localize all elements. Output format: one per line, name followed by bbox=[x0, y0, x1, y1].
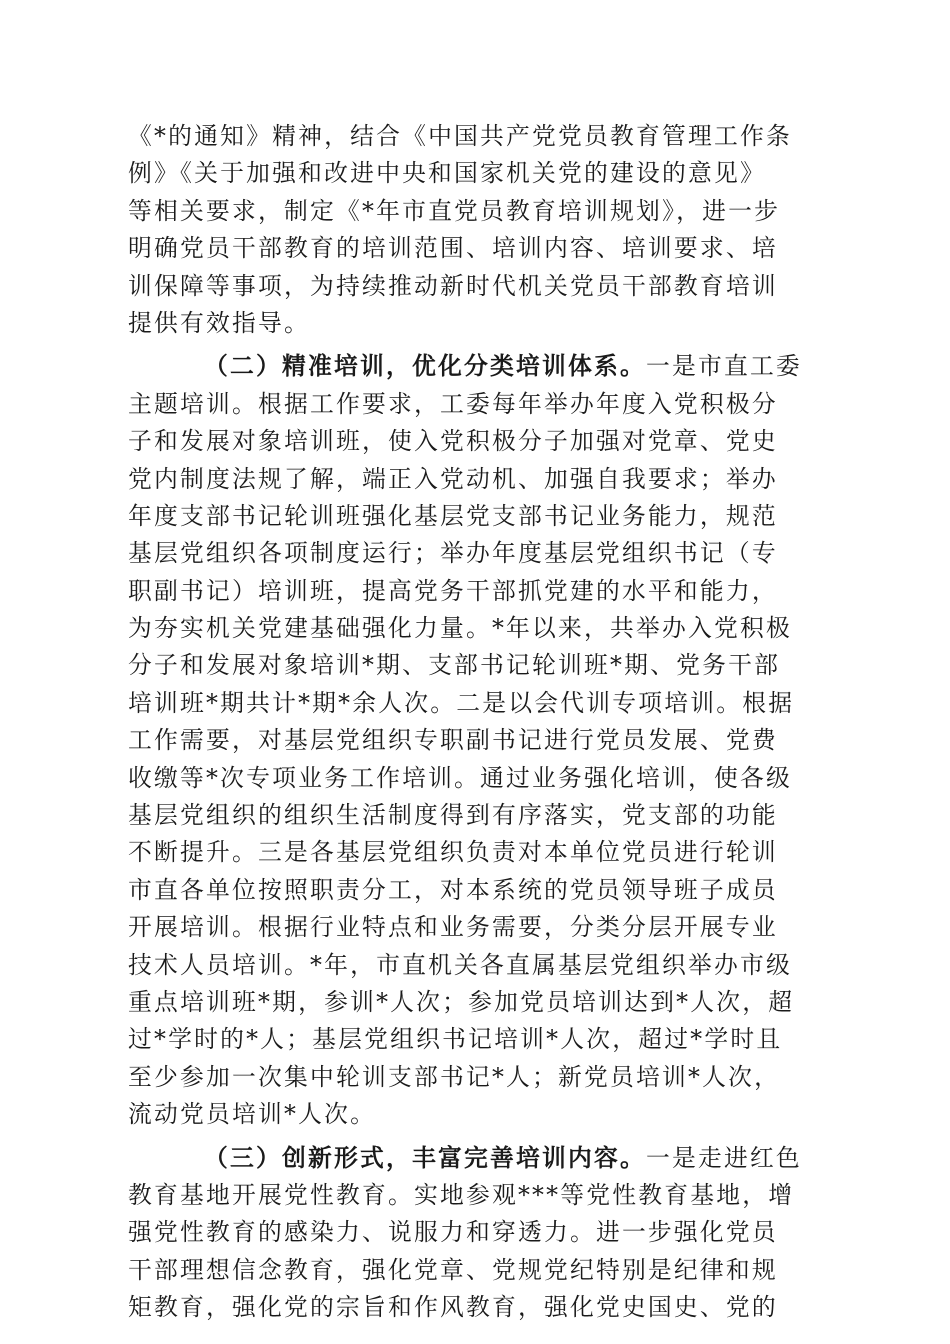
text-line: 党内制度法规了解，端正入党动机、加强自我要求；举办 bbox=[128, 464, 778, 493]
section-2-first-line-text: 一是市直工委 bbox=[645, 352, 802, 381]
section-3-first-line-text: 一是走进红色 bbox=[645, 1143, 802, 1172]
text-line: 市直各单位按照职责分工，对本系统的党员领导班子成员 bbox=[128, 875, 778, 904]
section-2-heading: （二）精准培训，优化分类培训体系。 bbox=[204, 352, 646, 381]
section-3-paragraph bbox=[128, 1140, 810, 1327]
text-line: 例》《关于加强和改进中央和国家机关党的建设的意见》 bbox=[128, 159, 767, 188]
text-line: 收缴等*次专项业务工作培训。通过业务强化培训，使各级 bbox=[128, 763, 793, 792]
text-line bbox=[128, 348, 810, 385]
text-line: 等相关要求，制定《*年市直党员教育培训规划》，进一步 bbox=[128, 196, 781, 225]
text-line: 《*的通知》精神，结合《中国共产党党员教育管理工作条 bbox=[128, 122, 793, 150]
text-line: 主题培训。根据工作要求，工委每年举办年度入党积极分 bbox=[128, 389, 778, 418]
text-line: 技术人员培训。*年，市直机关各直属基层党组织举办市级 bbox=[128, 950, 793, 979]
section-2-paragraph bbox=[128, 348, 810, 1133]
text-line: 至少参加一次集中轮训支部书记*人；新党员培训*人次， bbox=[128, 1062, 781, 1091]
section-3-heading: （三）创新形式，丰富完善培训内容。 bbox=[204, 1143, 646, 1172]
text-line: 教育基地开展党性教育。实地参观***等党性教育基地，增 bbox=[128, 1180, 795, 1209]
text-line: 矩教育，强化党的宗旨和作风教育，强化党史国史、党的 bbox=[128, 1293, 778, 1322]
document-page bbox=[128, 118, 810, 1327]
text-line: 开展培训。根据行业特点和业务需要，分类分层开展专业 bbox=[128, 913, 778, 942]
text-line: 分子和发展对象培训*期、支部书记轮训班*期、党务干部 bbox=[128, 651, 781, 680]
text-line: 重点培训班*期，参训*人次；参加党员培训达到*人次，超 bbox=[128, 987, 795, 1016]
text-line: 子和发展对象培训班，使入党积极分子加强对党章、党史 bbox=[128, 427, 778, 456]
text-line: 不断提升。三是各基层党组织负责对本单位党员进行轮训 bbox=[128, 838, 778, 867]
text-line: 培训班*期共计*期*余人次。二是以会代训专项培训。根据 bbox=[128, 688, 795, 717]
text-line: 年度支部书记轮训班强化基层党支部书记业务能力，规范 bbox=[128, 501, 778, 530]
text-line: 流动党员培训*人次。 bbox=[128, 1100, 377, 1129]
text-line: 明确党员干部教育的培训范围、培训内容、培训要求、培 bbox=[128, 234, 778, 263]
text-line bbox=[128, 1140, 810, 1177]
text-line: 提供有效指导。 bbox=[128, 308, 310, 337]
text-line: 强党性教育的感染力、说服力和穿透力。进一步强化党员 bbox=[128, 1218, 778, 1247]
text-line: 职副书记）培训班，提高党务干部抓党建的水平和能力， bbox=[128, 576, 778, 605]
intro-paragraph bbox=[128, 118, 810, 342]
text-line: 过*学时的*人；基层党组织书记培训*人次，超过*学时且 bbox=[128, 1025, 783, 1054]
text-line: 干部理想信念教育，强化党章、党规党纪特别是纪律和规 bbox=[128, 1255, 778, 1284]
text-line: 为夯实机关党建基础强化力量。*年以来，共举办入党积极 bbox=[128, 614, 793, 643]
text-line: 工作需要，对基层党组织专职副书记进行党员发展、党费 bbox=[128, 726, 778, 755]
text-line: 基层党组织的组织生活制度得到有序落实，党支部的功能 bbox=[128, 801, 778, 830]
text-line: 基层党组织各项制度运行；举办年度基层党组织书记（专 bbox=[128, 539, 778, 568]
text-line: 训保障等事项，为持续推动新时代机关党员干部教育培训 bbox=[128, 271, 778, 300]
